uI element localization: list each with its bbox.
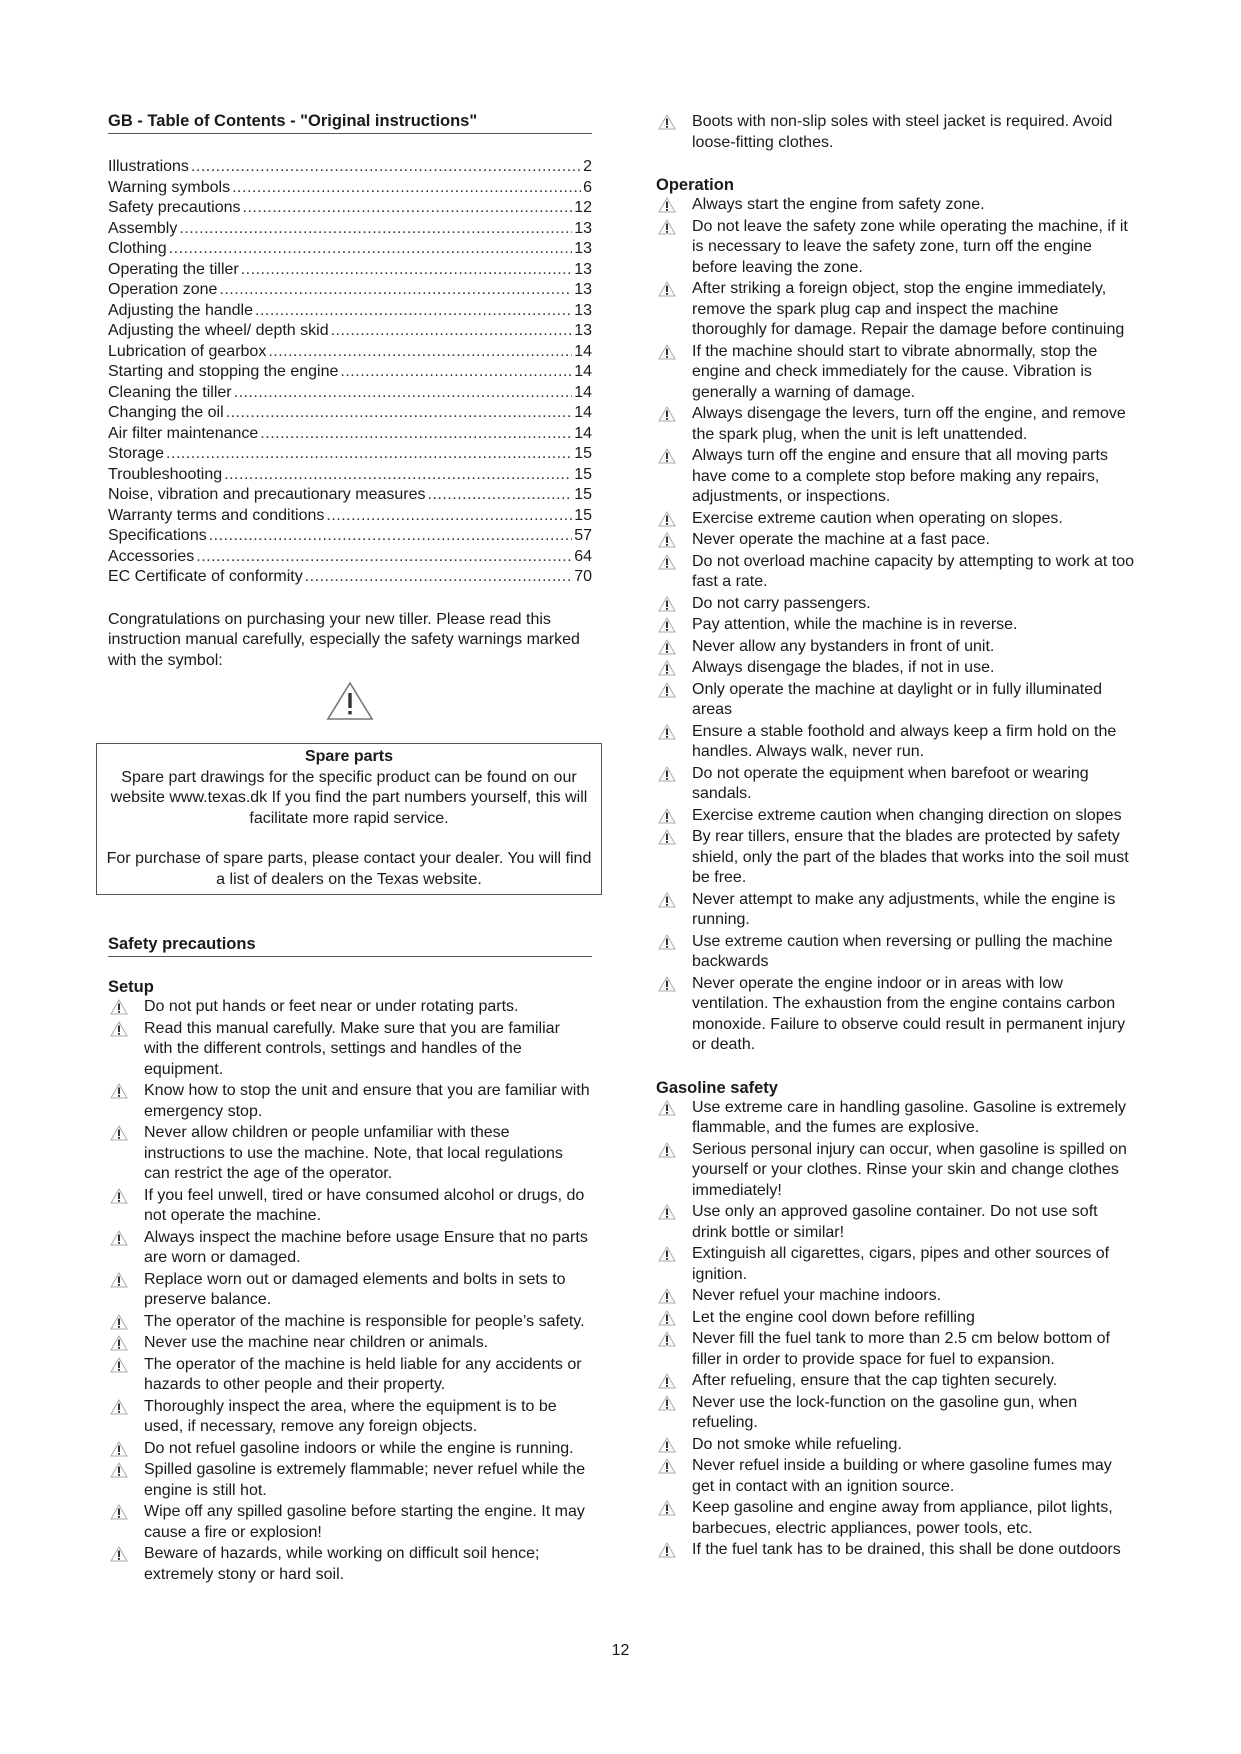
warning-triangle-icon [658, 1395, 676, 1411]
warning-item [656, 806, 1136, 827]
warning-item [656, 1202, 1136, 1243]
warning-text: Do not refuel gasoline indoors or while the engine is running. [144, 1439, 574, 1457]
warning-text: Keep gasoline and engine away from appliance, pilot lights, barbecues, electric appliances, power tools, etc. [692, 1499, 1113, 1537]
left-column [108, 112, 592, 1586]
toc-leader-dots [169, 239, 573, 260]
toc-leader-dots [209, 526, 572, 547]
toc-entry-label: Troubleshooting [108, 465, 223, 483]
warning-text: Pay attention, while the machine is in reverse. [692, 616, 1018, 633]
warning-item [656, 1498, 1136, 1539]
warning-triangle-icon [658, 1100, 676, 1116]
warning-text: Use only an approved gasoline container. Do not use soft drink bottle or similar! [692, 1203, 1098, 1241]
warning-text: Do not smoke while refueling. [692, 1435, 902, 1453]
warning-item [656, 1286, 1136, 1307]
warning-text: Exercise extreme caution when operating on slopes. [692, 509, 1063, 527]
toc-entry [108, 383, 592, 404]
toc-entry-page: 64 [574, 547, 592, 565]
warning-item [656, 1456, 1136, 1497]
gasoline-safety-title: Gasoline safety [656, 1078, 778, 1097]
operation-title: Operation [656, 176, 734, 194]
spare-parts-para1: Spare part drawings for the specific product can be found on our website www.texas.dk If you find the part numbers yourself, this will facilitate more rapid service. [110, 768, 588, 827]
spare-parts-box [96, 743, 602, 895]
warning-triangle-icon [110, 1504, 128, 1520]
warning-triangle-icon [658, 1331, 676, 1347]
warning-triangle-icon [658, 660, 676, 676]
gasoline-warnings [656, 1098, 1136, 1561]
warning-triangle-icon [658, 724, 676, 740]
toc-leader-dots [260, 424, 572, 445]
warning-item [108, 1123, 592, 1185]
warning-item [656, 658, 1136, 679]
warning-item [656, 637, 1136, 658]
toc-entry [108, 342, 592, 363]
toc-entry [108, 567, 592, 588]
toc-entry [108, 465, 592, 486]
warning-triangle-icon [110, 1314, 128, 1330]
warning-text: Beware of hazards, while working on difficult soil hence; extremely stony or hard soil. [144, 1545, 540, 1583]
warning-text: Boots with non-slip soles with steel jacket is required. Avoid loose-fitting clothes. [692, 113, 1113, 151]
warning-triangle-icon [110, 1125, 128, 1141]
warning-text: Never allow any bystanders in front of unit. [692, 637, 995, 655]
toc-entry-label: Warning symbols [108, 178, 231, 196]
toc-leader-dots [234, 383, 573, 404]
toc-leader-dots [166, 444, 572, 465]
toc-entry-label: Starting and stopping the engine [108, 363, 339, 380]
warning-triangle-icon [110, 1335, 128, 1351]
setup-title: Setup [108, 978, 154, 996]
warning-text: Never refuel inside a building or where gasoline fumes may get in contact with an ignition source. [692, 1457, 1112, 1495]
warning-item [656, 446, 1136, 508]
toc-entry-label: Safety precautions [108, 199, 241, 216]
warning-triangle-icon [658, 976, 676, 992]
warning-triangle-icon [658, 114, 676, 130]
toc-leader-dots [340, 362, 572, 383]
warning-text: Serious personal injury can occur, when gasoline is spilled on yourself or your clothes. Rinse your skin and change clothes immediately! [692, 1140, 1127, 1199]
setup-warnings [108, 997, 592, 1585]
warning-item [656, 112, 1136, 153]
warning-item [108, 1312, 592, 1333]
warning-triangle-icon [658, 808, 676, 824]
toc-entry [108, 219, 592, 240]
toc-leader-dots [179, 219, 572, 240]
toc-entry-page: 14 [574, 363, 592, 380]
warning-triangle-icon [658, 197, 676, 213]
warning-text: Do not operate the equipment when barefoot or wearing sandals. [692, 764, 1089, 802]
toc-entry-label: Illustrations [108, 158, 189, 175]
warning-triangle-icon [658, 829, 676, 845]
warning-triangle-icon [110, 1441, 128, 1457]
toc-title: GB - Table of Contents - "Original instructions" [108, 112, 592, 134]
warning-triangle-icon [658, 554, 676, 570]
toc-entry [108, 444, 592, 465]
warning-item [656, 890, 1136, 931]
toc-entry [108, 424, 592, 445]
warning-text: The operator of the machine is responsible for people’s safety. [144, 1312, 585, 1330]
toc-entry [108, 526, 592, 547]
toc-entry-label: Storage [108, 445, 165, 462]
warning-text: Always turn off the engine and ensure that all moving parts have come to a complete stop before making any repairs, adjustments, or inspections. [692, 447, 1108, 505]
warning-text: Use extreme care in handling gasoline. Gasoline is extremely flammable, and the fumes are explosive. [692, 1098, 1126, 1136]
toc-entry-label: Warranty terms and conditions [108, 506, 325, 524]
warning-text: Use extreme caution when reversing or pulling the machine backwards [692, 932, 1113, 970]
toc-leader-dots [243, 198, 573, 219]
warning-text: Never use the lock-function on the gasoline gun, when refueling. [692, 1393, 1078, 1431]
warning-triangle-icon [658, 1437, 676, 1453]
warning-triangle-icon [110, 1272, 128, 1288]
toc-entry [108, 506, 592, 527]
warning-text: After refueling, ensure that the cap tighten securely. [692, 1372, 1058, 1389]
warning-triangle-icon [658, 532, 676, 548]
toc-entry-page: 13 [574, 301, 592, 319]
toc-leader-dots [232, 178, 581, 199]
warning-item [656, 342, 1136, 404]
warning-triangle-icon [658, 281, 676, 297]
warning-triangle-icon [110, 1357, 128, 1373]
toc-leader-dots [331, 321, 573, 342]
warning-item [656, 552, 1136, 593]
warning-item [656, 1435, 1136, 1456]
warning-text: Never operate the machine at a fast pace. [692, 531, 990, 548]
warning-text: Let the engine cool down before refilling [692, 1308, 975, 1326]
warning-item [108, 1333, 592, 1354]
toc-entry [108, 485, 592, 506]
warning-triangle-icon [658, 1142, 676, 1158]
warning-item [656, 279, 1136, 341]
warning-triangle-icon [658, 1458, 676, 1474]
toc-entry-label: Air filter maintenance [108, 424, 259, 442]
warning-text: Do not overload machine capacity by attempting to work at too fast a rate. [692, 552, 1135, 590]
warning-text: Do not carry passengers. [692, 594, 871, 612]
warning-triangle-icon [658, 617, 676, 633]
warning-text: Never operate the engine indoor or in areas with low ventilation. The exhaustion from the engine contains carbon monoxide. Failure to observe could result in permanent injury or death. [692, 974, 1126, 1053]
warning-triangle-icon [110, 1083, 128, 1099]
warning-triangle-icon [658, 682, 676, 698]
warning-item [108, 1397, 592, 1438]
warning-text: Wipe off any spilled gasoline before starting the engine. It may cause a fire or explosion! [144, 1503, 585, 1541]
toc-leader-dots [224, 465, 572, 486]
toc-entry-page: 15 [574, 445, 592, 462]
toc-leader-dots [219, 280, 572, 301]
warning-text: Replace worn out or damaged elements and bolts in sets to preserve balance. [144, 1270, 566, 1308]
warning-item [108, 1544, 592, 1585]
toc-entry-label: EC Certificate of conformity [108, 568, 303, 585]
toc-entry-label: Specifications [108, 527, 207, 544]
warning-item [656, 217, 1136, 279]
warning-item [656, 827, 1136, 889]
warning-item [656, 680, 1136, 721]
toc-entry-label: Accessories [108, 547, 195, 565]
warning-item [108, 1270, 592, 1311]
toc-leader-dots [226, 403, 573, 424]
warning-item [656, 1244, 1136, 1285]
warning-item [656, 615, 1136, 636]
warning-text: If the fuel tank has to be drained, this shall be done outdoors [692, 1541, 1121, 1558]
toc-entry-page: 2 [583, 158, 592, 175]
warning-item [656, 509, 1136, 530]
warning-text: Do not leave the safety zone while operating the machine, if it is necessary to leave the safety zone, turn off the engine before leaving the zone. [692, 217, 1128, 276]
warning-item [656, 530, 1136, 551]
toc-entry-label: Adjusting the handle [108, 301, 253, 319]
warning-item [656, 1540, 1136, 1561]
toc-entry [108, 403, 592, 424]
warning-item [108, 1186, 592, 1227]
warning-text: Only operate the machine at daylight or in fully illuminated areas [692, 680, 1102, 718]
toc-entry [108, 239, 592, 260]
warning-item [108, 997, 592, 1018]
warning-triangle-icon [658, 1204, 676, 1220]
warning-item [108, 1228, 592, 1269]
toc-entry [108, 157, 592, 178]
warning-triangle-icon [658, 892, 676, 908]
toc-entry-page: 12 [574, 199, 592, 216]
clothing-warnings [656, 112, 1136, 153]
warning-item [656, 764, 1136, 805]
warning-triangle-icon [110, 1021, 128, 1037]
toc-entry-page: 15 [574, 486, 592, 503]
warning-triangle-icon [658, 1542, 676, 1558]
toc-entry [108, 321, 592, 342]
warning-triangle-icon [658, 1500, 676, 1516]
toc-entry-page: 14 [574, 424, 592, 442]
warning-triangle-icon [110, 1546, 128, 1562]
warning-triangle-icon [658, 1310, 676, 1326]
warning-triangle-icon [658, 934, 676, 950]
warning-text: Thoroughly inspect the area, where the equipment is to be used, if necessary, remove any foreign objects. [144, 1397, 557, 1435]
warning-text: Exercise extreme caution when changing direction on slopes [692, 806, 1122, 824]
warning-text: Always inspect the machine before usage Ensure that no parts are worn or damaged. [144, 1228, 588, 1266]
warning-text: Always start the engine from safety zone. [692, 196, 985, 213]
toc-entry [108, 280, 592, 301]
toc-entry-page: 14 [574, 342, 592, 360]
toc-entry-label: Adjusting the wheel/ depth skid [108, 322, 329, 339]
toc-entry [108, 547, 592, 568]
warning-triangle-icon [658, 406, 676, 422]
warning-triangle-icon [110, 1188, 128, 1204]
right-column [656, 112, 1136, 1562]
toc-leader-dots [241, 260, 572, 281]
warning-triangle-icon [658, 766, 676, 782]
warning-text: Know how to stop the unit and ensure that you are familiar with emergency stop. [144, 1082, 590, 1120]
warning-triangle-icon [658, 511, 676, 527]
toc-entry-page: 14 [574, 404, 592, 421]
spare-parts-para2: For purchase of spare parts, please contact your dealer. You will find a list of dealers on the Texas website. [106, 850, 592, 888]
warning-item [108, 1019, 592, 1081]
warning-text: Extinguish all cigarettes, cigars, pipes and other sources of ignition. [692, 1245, 1110, 1283]
warning-item [656, 404, 1136, 445]
warning-item [656, 1371, 1136, 1392]
warning-triangle-icon [658, 344, 676, 360]
warning-item [656, 1140, 1136, 1202]
warning-text: By rear tillers, ensure that the blades are protected by safety shield, only the part of the blades that works into the soil must be free. [692, 828, 1129, 886]
toc-entry [108, 260, 592, 281]
warning-triangle-icon [658, 1246, 676, 1262]
warning-triangle-icon [110, 1399, 128, 1415]
warning-text: If the machine should start to vibrate abnormally, stop the engine and check immediately for the cause. Vibration is generally a warning of damage. [692, 342, 1098, 401]
warning-item [656, 1098, 1136, 1139]
warning-text: The operator of the machine is held liable for any accidents or hazards to other people and their property. [144, 1355, 582, 1393]
warning-item [656, 722, 1136, 763]
toc-entry-page: 70 [574, 568, 592, 585]
toc-entry-page: 14 [574, 383, 592, 401]
toc-entry-label: Noise, vibration and precautionary measures [108, 486, 426, 503]
warning-item [656, 932, 1136, 973]
toc-entry-page: 13 [574, 281, 592, 298]
warning-triangle-icon [110, 999, 128, 1015]
warning-item [656, 1308, 1136, 1329]
warning-text: Never use the machine near children or animals. [144, 1334, 489, 1351]
warning-text: If you feel unwell, tired or have consumed alcohol or drugs, do not operate the machine. [144, 1186, 585, 1224]
warning-triangle-icon [658, 1288, 676, 1304]
warning-triangle-icon [658, 1373, 676, 1389]
warning-text: Never attempt to make any adjustments, while the engine is running. [692, 890, 1116, 928]
toc-entry-page: 13 [574, 322, 592, 339]
warning-text: Ensure a stable foothold and always keep a firm hold on the handles. Always walk, never run. [692, 722, 1117, 760]
intro-text: Congratulations on purchasing your new tiller. Please read this instruction manual carefully, especially the safety warnings marked with the symbol: [108, 610, 580, 669]
toc-leader-dots [268, 342, 572, 363]
warning-item [656, 594, 1136, 615]
toc-entry-label: Operation zone [108, 281, 218, 298]
toc-entry-page: 13 [574, 240, 592, 257]
toc-entry [108, 362, 592, 383]
toc-entry-page: 6 [583, 178, 592, 196]
toc-leader-dots [191, 157, 581, 178]
warning-item [656, 195, 1136, 216]
page-number: 12 [611, 1642, 630, 1659]
warning-item [656, 1329, 1136, 1370]
toc-entry-label: Changing the oil [108, 404, 224, 421]
warning-item [656, 974, 1136, 1056]
warning-text: Always disengage the levers, turn off the engine, and remove the spark plug, when the unit is left unattended. [692, 405, 1126, 443]
warning-text: Never fill the fuel tank to more than 2.5 cm below bottom of filler in order to provide space for fuel to expansion. [692, 1330, 1110, 1368]
warning-triangle-icon [110, 1230, 128, 1246]
warning-text: After striking a foreign object, stop the engine immediately, remove the spark plug cap and inspect the machine thoroughly for damage. Repair the damage before continuing [692, 280, 1125, 338]
warning-text: Never allow children or people unfamiliar with these instructions to use the machine. Note, that local regulations can restrict the age of the operator. [144, 1124, 563, 1182]
toc-leader-dots [196, 547, 572, 568]
warning-triangle-icon [658, 639, 676, 655]
warning-item [108, 1355, 592, 1396]
toc-leader-dots [255, 301, 572, 322]
warning-triangle-icon [658, 596, 676, 612]
warning-text: Always disengage the blades, if not in use. [692, 659, 995, 676]
toc-entry-page: 15 [574, 506, 592, 524]
toc-entry [108, 198, 592, 219]
warning-triangle-icon [658, 219, 676, 235]
toc-entry-label: Cleaning the tiller [108, 383, 232, 401]
toc-entry [108, 178, 592, 199]
warning-text: Read this manual carefully. Make sure that you are familiar with the different controls, settings and handles of the equipment. [144, 1019, 560, 1078]
warning-text: Never refuel your machine indoors. [692, 1287, 942, 1304]
toc-entry-page: 57 [574, 527, 592, 544]
toc-entry-page: 15 [574, 465, 592, 483]
table-of-contents [108, 157, 592, 588]
warning-item [108, 1439, 592, 1460]
toc-entry-label: Lubrication of gearbox [108, 342, 267, 360]
warning-triangle-icon [110, 1462, 128, 1478]
safety-precautions-title: Safety precautions [108, 935, 592, 957]
toc-leader-dots [326, 506, 572, 527]
warning-triangle-icon [108, 681, 592, 723]
warning-item [108, 1502, 592, 1543]
warning-item [656, 1393, 1136, 1434]
toc-entry-label: Operating the tiller [108, 260, 239, 278]
toc-entry-label: Assembly [108, 219, 178, 237]
toc-entry-page: 13 [574, 219, 592, 237]
toc-entry [108, 301, 592, 322]
warning-item [108, 1081, 592, 1122]
warning-text: Do not put hands or feet near or under rotating parts. [144, 998, 519, 1015]
warning-item [108, 1460, 592, 1501]
warning-triangle-icon [658, 448, 676, 464]
toc-entry-label: Clothing [108, 240, 167, 257]
toc-leader-dots [305, 567, 572, 588]
operation-warnings [656, 195, 1136, 1056]
warning-text: Spilled gasoline is extremely flammable; never refuel while the engine is still hot. [144, 1461, 586, 1499]
toc-entry-page: 13 [574, 260, 592, 278]
toc-leader-dots [428, 485, 573, 506]
spare-parts-title: Spare parts [304, 748, 394, 765]
